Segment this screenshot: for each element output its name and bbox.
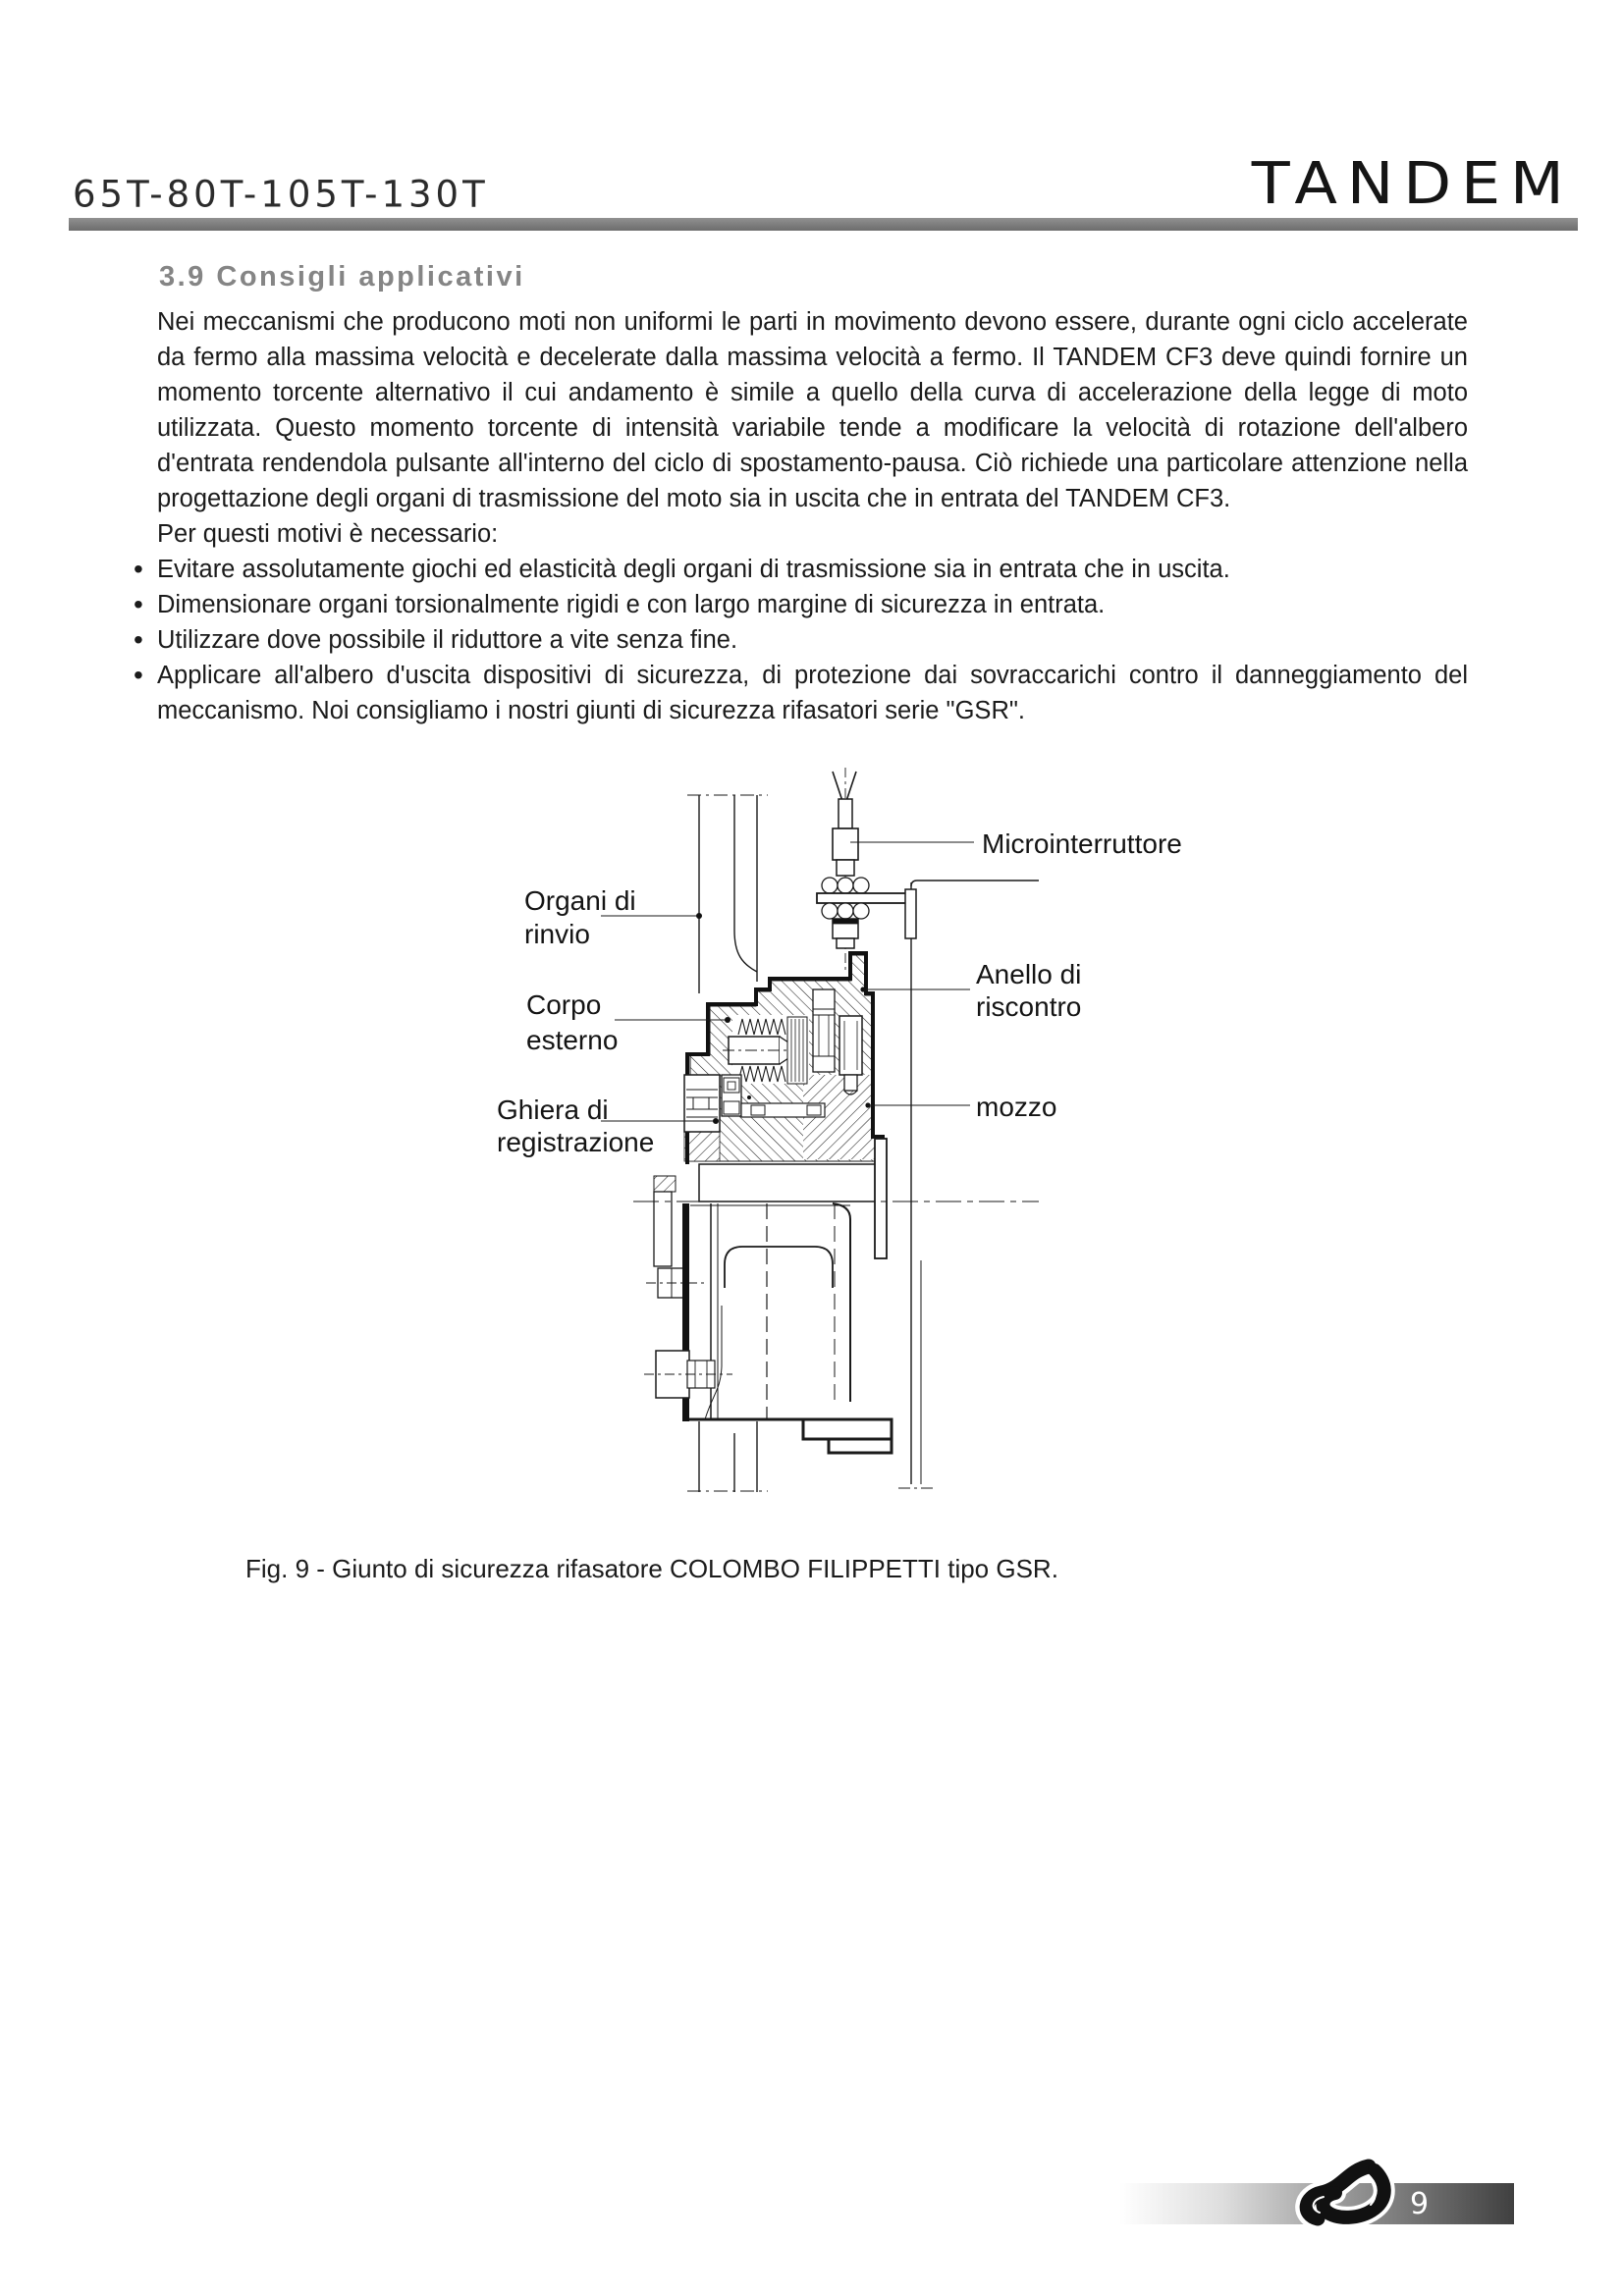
label-anello-di: Anello di (976, 959, 1082, 989)
bullet-item: • Utilizzare dove possibile il riduttore a vite senza fine. (157, 622, 1468, 658)
section-title: 3.9 Consigli applicativi (159, 261, 525, 293)
label-ghiera-di: Ghiera di (497, 1095, 609, 1125)
bullet-item: • Evitare assolutamente giochi ed elasticità degli organi di trasmissione sia in entrata che in uscita. (157, 552, 1468, 587)
label-corpo: Corpo (526, 989, 602, 1020)
label-organi-di: Organi di (524, 885, 636, 916)
shaft-shoulder (725, 1247, 833, 1288)
header-rule (69, 218, 1578, 231)
label-riscontro: riscontro (976, 991, 1082, 1022)
label-mozzo: mozzo (976, 1092, 1057, 1122)
hub-sleeve (875, 1139, 887, 1258)
sensor-bracket (905, 889, 916, 938)
label-esterno: esterno (526, 1025, 619, 1055)
header-model-code: 65T-80T-105T-130T (73, 172, 489, 216)
brand-wordmark: TANDEM (1252, 149, 1574, 217)
label-rinvio: rinvio (524, 919, 590, 949)
microswitch-sensor (817, 768, 916, 972)
figure-caption: Fig. 9 - Giunto di sicurezza rifasatore COLOMBO FILIPPETTI tipo GSR. (245, 1554, 1058, 1583)
figure-9-technical-drawing (422, 751, 1198, 1536)
body-paragraph: Nei meccanismi che producono moti non uniformi le parti in movimento devono essere, durante ogni ciclo accelerate da fermo alla massima velocità e decelerate dalla massima velocità a fermo. Il TANDEM CF3 deve quindi fornire un momento torcente alternativo il cui andamento è simile a quello della curva di accelerazione della legge di moto utilizzata. Questo momento torcente di intensità variabile tende a modificare la velocità di rotazione dell'albero d'entrata rendendola pulsante all'interno del ciclo di spostamento-pausa. Ciò richiede una particolare attenzione nella progettazione degli organi di trasmissione del moto sia in uscita che in entrata del TANDEM CF3. (157, 308, 1468, 512)
body-text (157, 304, 1468, 728)
label-registrazione: registrazione (497, 1127, 655, 1157)
colombo-filippetti-knot-logo-icon (1294, 2156, 1404, 2228)
plunger (839, 1016, 862, 1075)
output-section (644, 1176, 892, 1453)
bullet-list (157, 552, 1468, 728)
label-microinterruttore: Microinterruttore (982, 828, 1182, 859)
pressure-screw (813, 989, 835, 1072)
lead-in-line: Per questi motivi è necessario: (157, 520, 499, 548)
foot-flange (803, 1419, 892, 1439)
bullet-item: • Dimensionare organi torsionalmente rigidi e con largo margine di sicurezza in entrata. (157, 587, 1468, 622)
bullet-item: • Applicare all'albero d'uscita dispositivi di sicurezza, di protezione dai sovraccarichi contro il danneggiamento del meccanismo. Noi consigliamo i nostri giunti di sicurezza rifasatori serie "GSR". (157, 658, 1468, 728)
page-number: 9 (1410, 2187, 1430, 2221)
